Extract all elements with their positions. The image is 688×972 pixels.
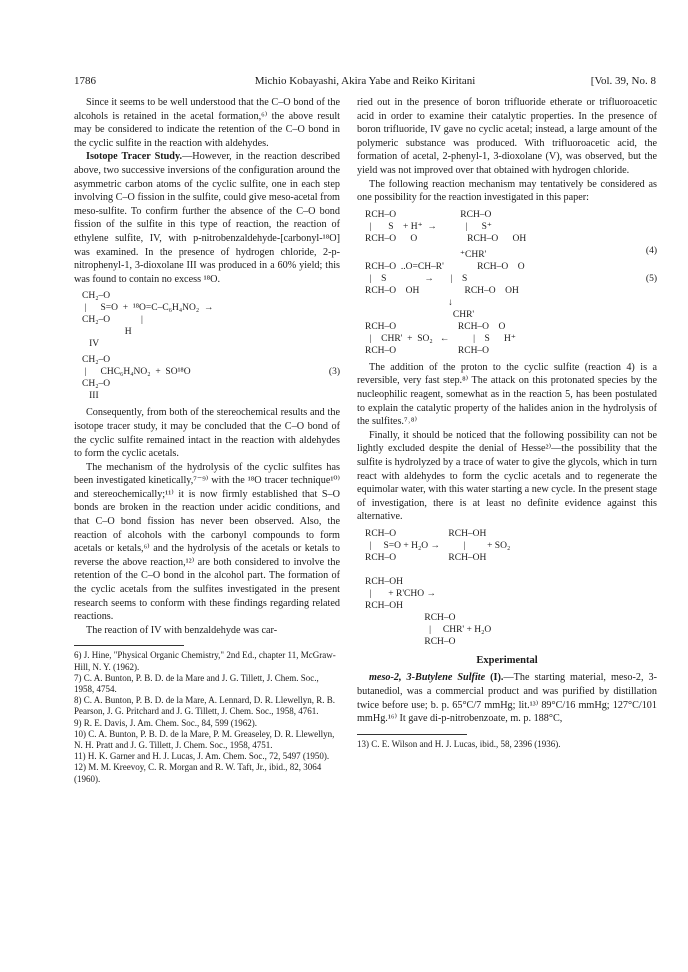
footnote: 9) R. E. Davis, J. Am. Chem. Soc., 84, 599 (1962). bbox=[74, 717, 257, 728]
paragraph: The reaction of IV with benzaldehyde was car- bbox=[86, 624, 278, 636]
reaction-scheme-3b: CH₂–O | CHC₆H₄NO₂ + SO¹⁸O CH₂–O III (3) bbox=[82, 355, 340, 402]
footnote: 11) H. K. Garner and H. J. Lucas, J. Am. Chem. Soc., 72, 5497 (1950). bbox=[74, 751, 330, 762]
paragraph: The mechanism of the hydrolysis of the cyclic sulfites has been investigated kinetically,⁷⁻⁹⁾ with the ¹⁸O tracer technique¹⁰⁾ and stereochemically;¹¹⁾ it is now firmly established that S–O bonds are broken in the reaction under acidic conditions, and that C–O bond fission has never been observed. Also, the reaction of alcohols with the carbonyl compounds to form acetals or ketals,⁶⁾ and the hydrolysis of the acetals or ketals to reverse the above reaction,¹²⁾ are both considered to involve the retention of the C–O bond in the alcohol part. The formation of the cyclic acetals from the sulfites investigated in the present research seems to conform with these findings regarding related reactions. bbox=[74, 461, 340, 623]
header-volume: [Vol. 39, No. 8 bbox=[590, 75, 656, 87]
paragraph: The addition of the proton to the cyclic sulfite (reaction 4) is a reversible, very fast step.⁸⁾ The attack on this protonated species by the nucleophilic reagent, somewhat as in the reaction 5, has been postulated to explain the catalytic property of the halides anion in the hydrolysis of the sulfites.⁷˒⁸⁾ bbox=[357, 361, 657, 428]
paragraph: meso-2, 3-Butylene Sulfite (I).—The starting material, meso-2, 3-butanediol, was a commercial product and was purified by distillation twice before use; b. p. 65°C/7 mmHg; lit.¹³⁾ 89°C/16 mmHg; 127°C/101 mmHg.¹⁶⁾ It gave di-p-nitrobenzoate, m. p. 188°C, bbox=[357, 672, 658, 725]
equation-number: (4) bbox=[645, 245, 657, 256]
paragraph: Since it seems to be well understood that the C–O bond of the alcohols is retained in the acetal formation,⁶⁾ the above result may be considered to indicate the retention of the C–O bond in the cyclic sulfite in the reaction with aldehydes. bbox=[74, 97, 340, 149]
section-heading: Isotope Tracer Study. bbox=[86, 151, 183, 163]
paragraph: Isotope Tracer Study.—However, in the reaction described above, two successive inversions of the configuration around the asymmetric carbon atoms of the cyclic sulfite, one in each step involving C–O fission in the sulfite, could give meso-acetal from meso-sulfite. To confirm further the absence of the C–O bond fission of the sulfite in this type of reaction, the reaction of ethylene sulfite, IV, with p-nitrobenzaldehyde-[carbonyl-¹⁸O] was examined. In the presence of hydrogen chloride, 2-p-nitrophenyl-1, 3-dioxolane III was produced in a 60% yield; this was found to contain no excess ¹⁸O. bbox=[74, 151, 341, 285]
header-authors: Michio Kobayashi, Akira Yabe and Reiko Kiritani bbox=[254, 75, 476, 87]
footnote: 13) C. E. Wilson and H. J. Lucas, ibid., 58, 2396 (1936). bbox=[357, 738, 561, 749]
footnote: 8) C. A. Bunton, P. B. D. de la Mare, A. Lennard, D. R. Llewellyn, R. B. Pearson, J. G. Pritchard and J. G. Tillett, J. Chem. Soc., 1958, 4761. bbox=[74, 695, 335, 717]
compound-heading: meso-2, 3-Butylene Sulfite bbox=[369, 672, 486, 684]
footnote: 12) M. M. Kreevoy, C. R. Morgan and R. W. Taft, Jr., ibid., 82, 3064 (1960). bbox=[74, 762, 322, 784]
footnote-rule bbox=[357, 734, 467, 735]
reaction-scheme-3a: CH₂–O | S=O + ¹⁸O=C–C₆H₄NO₂ → CH₂–O | H IV bbox=[82, 291, 214, 350]
right-column bbox=[357, 96, 657, 750]
reaction-scheme-4: RCH–O RCH–O | S + H⁺ → | S⁺ RCH–O O RCH–O OH (4) bbox=[365, 209, 657, 256]
running-header bbox=[74, 75, 656, 91]
paragraph: The following reaction mechanism may tentatively be considered as one possibility for the reaction investigated in this paper: bbox=[357, 178, 657, 204]
footnote: 7) C. A. Bunton, P. B. D. de la Mare and J. G. Tillett, J. Chem. Soc., 1958, 4754. bbox=[74, 672, 319, 695]
section-title: Experimental bbox=[476, 654, 538, 666]
equation-number: (5) bbox=[645, 273, 657, 284]
reaction-scheme-5: ⁺CHR' RCH–O ..O=CH–R' RCH–O O | S → | S RCH–O OH RCH–O OH ↓ CHR' RCH–O RCH–O O | CHR' + SO₂ ← | S H⁺ RCH–O RCH–O (5) bbox=[365, 249, 657, 356]
paragraph: Consequently, from both of the stereochemical results and the isotope tracer study, it may be concluded that the C–O bond of the cyclic sulfite remained intact in the reaction with aldehydes to form the cyclic acetals. bbox=[74, 407, 340, 460]
paragraph: ried out in the presence of boron trifluoride etherate or trifluoroacetic acid in order to examine their catalytic properties. In the presence of boron trifluoride, IV gave no cyclic acetal; instead, a large amount of the polymeric substance was produced. With trifluoroacetic acid, the formation of acetal, 2-phenyl-1, 3-dioxolane (V), was observed, but the yield was not improved over that obtained with hydrogen chloride. bbox=[357, 97, 657, 176]
footnote: 10) C. A. Bunton, P. B. D. de la Mare, P. M. Greaseley, D. R. Llewellyn, N. H. Pratt and J. G. Tillett, J. Chem. Soc., 1958, 4751. bbox=[74, 728, 335, 751]
paragraph: Finally, it should be noticed that the following possibility can not be lightly excluded despite the denial of Hesse²⁾—the possibility that the sulfite is hydrolyzed by a trace of water to give the glycols, which in turn react with aldehydes to form the cyclic acetals and to regenerate the equimolar water, with this water starting a new cycle. In the present stage of investigation, there is at least no definite evidence against this alternative. bbox=[357, 429, 657, 523]
reaction-scheme-6: RCH–O RCH–OH | S=O + H₂O → | + SO₂ RCH–O RCH–OH RCH–OH | + R'CHO → RCH–OH RCH–O | CHR' + H₂O RCH–O bbox=[365, 528, 511, 647]
page-number: 1786 bbox=[74, 75, 96, 87]
equation-number: (3) bbox=[328, 367, 340, 378]
footnote: 6) J. Hine, "Physical Organic Chemistry," 2nd Ed., chapter 11, McGraw-Hill, N. Y. (1962). bbox=[74, 650, 336, 672]
left-column bbox=[74, 96, 340, 785]
footnote-rule bbox=[74, 645, 184, 646]
